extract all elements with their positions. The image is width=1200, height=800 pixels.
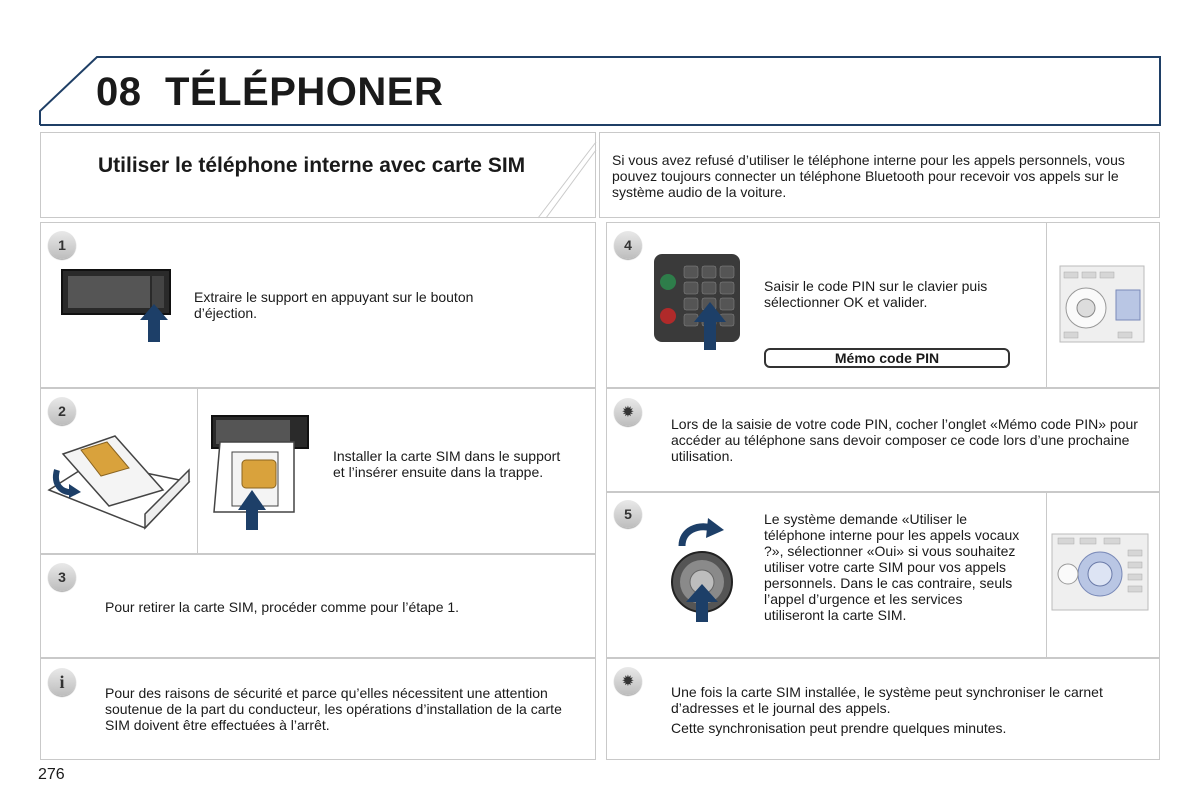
step-5-text: Le système demande «Utiliser le téléphone interne pour les appels vocaux ?», sélectionner «Oui» si vous souhaitez utiliser votre carte SIM pour vos appels personnels. Dans le cas contraire, seuls l’appel d’urgence et les services utiliseront la carte SIM. — [764, 511, 1020, 623]
step-5-badge: 5 — [614, 500, 642, 528]
step-3-badge: 3 — [48, 563, 76, 591]
step-2-badge: 2 — [48, 397, 76, 425]
step-1-badge: 1 — [48, 231, 76, 259]
intro-text: Si vous avez refusé d’utiliser le téléphone interne pour les appels personnels, vous pouvez toujours connecter un téléphone Bluetooth pour recevoir vos appels sur le système audio de la voiture. — [612, 152, 1125, 200]
chapter-title: TÉLÉPHONER — [165, 70, 444, 114]
info-note-text: Pour des raisons de sécurité et parce qu’elles nécessitent une attention soutenue de la part du conducteur, les opérations d’installation de la carte SIM doivent être effectuées à l’arrêt. — [105, 685, 562, 733]
sim-tray-eject-illustration — [60, 268, 180, 348]
intro-title: Utiliser le téléphone interne avec carte SIM — [98, 154, 526, 177]
step-4-text: Saisir le code PIN sur le clavier puis sélectionner OK et valider. — [764, 278, 988, 310]
tip-1-text: Lors de la saisie de votre code PIN, cocher l’onglet «Mémo code PIN» pour accéder au téléphone sans devoir composer ce code lors d’une prochaine utilisation. — [671, 416, 1138, 464]
step-3-text: Pour retirer la carte SIM, procéder comme pour l’étape 1. — [105, 599, 460, 615]
console-keypad-thumbnail — [1060, 266, 1146, 346]
tip-2-text-secondary: Cette synchronisation peut prendre quelques minutes. — [671, 720, 1007, 736]
tip-bulb-icon: ✹ — [614, 667, 642, 695]
page-number: 276 — [38, 766, 65, 783]
console-dial-thumbnail — [1052, 534, 1152, 614]
tip-2-text: Une fois la carte SIM installée, le système peut synchroniser le carnet d’adresses et le journal des appels. — [671, 684, 1103, 716]
sim-card-placement-illustration — [45, 432, 195, 532]
keypad-illustration — [654, 254, 744, 354]
memo-code-pin-button[interactable]: Mémo code PIN — [764, 348, 1010, 368]
step-2-text: Installer la carte SIM dans le support et l’insérer ensuite dans la trappe. — [333, 448, 561, 480]
info-icon: i — [48, 668, 76, 696]
step-4-badge: 4 — [614, 231, 642, 259]
chapter-number: 08 — [96, 70, 142, 114]
sim-tray-insert-illustration — [210, 412, 320, 532]
step-1-text: Extraire le support en appuyant sur le bouton d’éjection. — [194, 289, 474, 321]
tip-bulb-icon: ✹ — [614, 398, 642, 426]
rotary-dial-illustration — [668, 516, 748, 626]
